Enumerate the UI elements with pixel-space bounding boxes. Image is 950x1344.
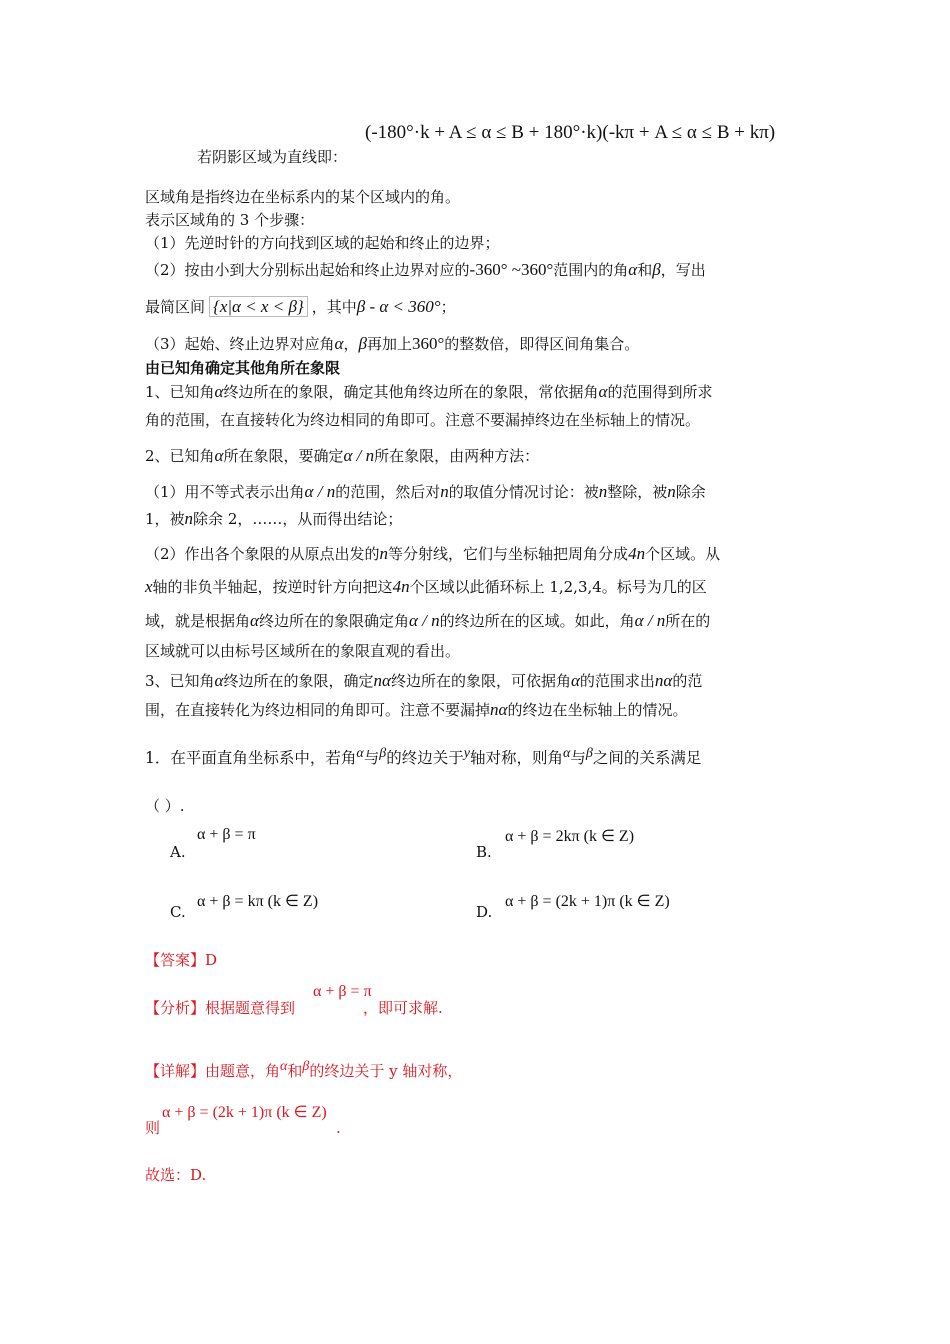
option-d-formula: α + β = (2k + 1)π (k ∈ Z) xyxy=(505,893,670,910)
then-formula: α + β = (2k + 1)π (k ∈ Z) xyxy=(162,1104,327,1121)
step-2-line2: 最简区间 {x|α < x < β} ，其中β - α < 360°； xyxy=(145,297,456,316)
choose-text: 故选：D. xyxy=(145,1166,207,1184)
region-angle-definition: 区域角是指终边在坐标系内的某个区域内的角。 xyxy=(145,188,461,206)
point-2: 2、已知角α所在象限，要确定α / n所在象限，由两种方法： xyxy=(145,446,540,465)
question-stem: 1．在平面直角坐标系中，若角$^\alpha$与$^\beta$的终边关于$^y$轴对称，则角$^\alpha$与$^\beta$之间的关系满足 xyxy=(145,746,702,768)
then-period: . xyxy=(336,1119,341,1137)
analysis-formula: α + β = π xyxy=(313,983,372,1000)
option-c-formula: α + β = kπ (k ∈ Z) xyxy=(197,893,319,910)
answer-label: 【答案】D xyxy=(145,951,218,969)
steps-title: 表示区域角的 3 个步骤： xyxy=(145,211,315,229)
question-paren: （ ）. xyxy=(145,797,185,815)
point-1-line1: 1、已知角α终边所在的象限，确定其他角终边所在的象限，常依据角α的范围得到所求 xyxy=(145,382,713,401)
option-b-formula: α + β = 2kπ (k ∈ Z) xyxy=(505,828,635,845)
point-3-line2: 围，在直接转化为终边相同的角即可。注意不要漏掉nα的终边在坐标轴上的情况。 xyxy=(145,700,688,719)
step-2-line1: （2）按由小到大分别标出起始和终止边界对应的-360° ~360°范围内的角α和β，写出 xyxy=(145,260,706,279)
shaded-line-label: 若阴影区域为直线即： xyxy=(197,148,348,166)
option-c-label: C. xyxy=(170,903,186,921)
option-a-formula: α + β = π xyxy=(197,826,256,843)
step-3: （3）起始、终止边界对应角α，β再加上360°的整数倍，即得区间角集合。 xyxy=(145,334,640,353)
detail-text: 【详解】由题意，角$^\alpha$和$^\beta$的终边关于 y 轴对称， xyxy=(145,1059,463,1080)
point-3-line1: 3、已知角α终边所在的象限，确定nα终边所在的象限，可依据角α的范围求出nα的范 xyxy=(145,671,703,690)
option-a-label: A. xyxy=(170,843,186,861)
method-2-line1: （2）作出各个象限的从原点出发的n等分射线，它们与坐标轴把周角分成4n个区域。从 xyxy=(145,544,721,563)
method-2-line2: x轴的非负半轴起，按逆时针方向把这4n个区域以此循环标上 1,2,3,4。标号为几的区 xyxy=(145,577,707,596)
then-label: 则 xyxy=(145,1119,161,1137)
analysis-text: 【分析】根据题意得到 ，即可求解. xyxy=(145,999,443,1017)
method-2-line4: 区域就可以由标号区域所在的象限直观的看出。 xyxy=(145,642,461,660)
point-1-line2: 角的范围，在直接转化为终边相同的角即可。注意不要漏掉终边在坐标轴上的情况。 xyxy=(145,411,701,429)
method-1-line2: 1，被n除余 2，……，从而得出结论； xyxy=(145,509,403,528)
step-1: （1）先逆时针的方向找到区域的起始和终止的边界； xyxy=(145,234,500,252)
method-1-line1: （1）用不等式表示出角α / n的范围，然后对n的取值分情况讨论：被n整除，被n除余 xyxy=(145,482,706,501)
section-heading: 由已知角确定其他角所在象限 xyxy=(145,359,341,377)
shaded-line-formula: (-180°·k + A ≤ α ≤ B + 180°·k)(-kπ + A ≤ α ≤ B + kπ) xyxy=(365,122,776,143)
option-b-label: B. xyxy=(476,843,492,861)
option-d-label: D. xyxy=(476,903,493,921)
method-2-line3: 域，就是根据角α终边所在的象限确定角α / n的终边所在的区域。如此，角α / n所在的 xyxy=(145,611,711,630)
